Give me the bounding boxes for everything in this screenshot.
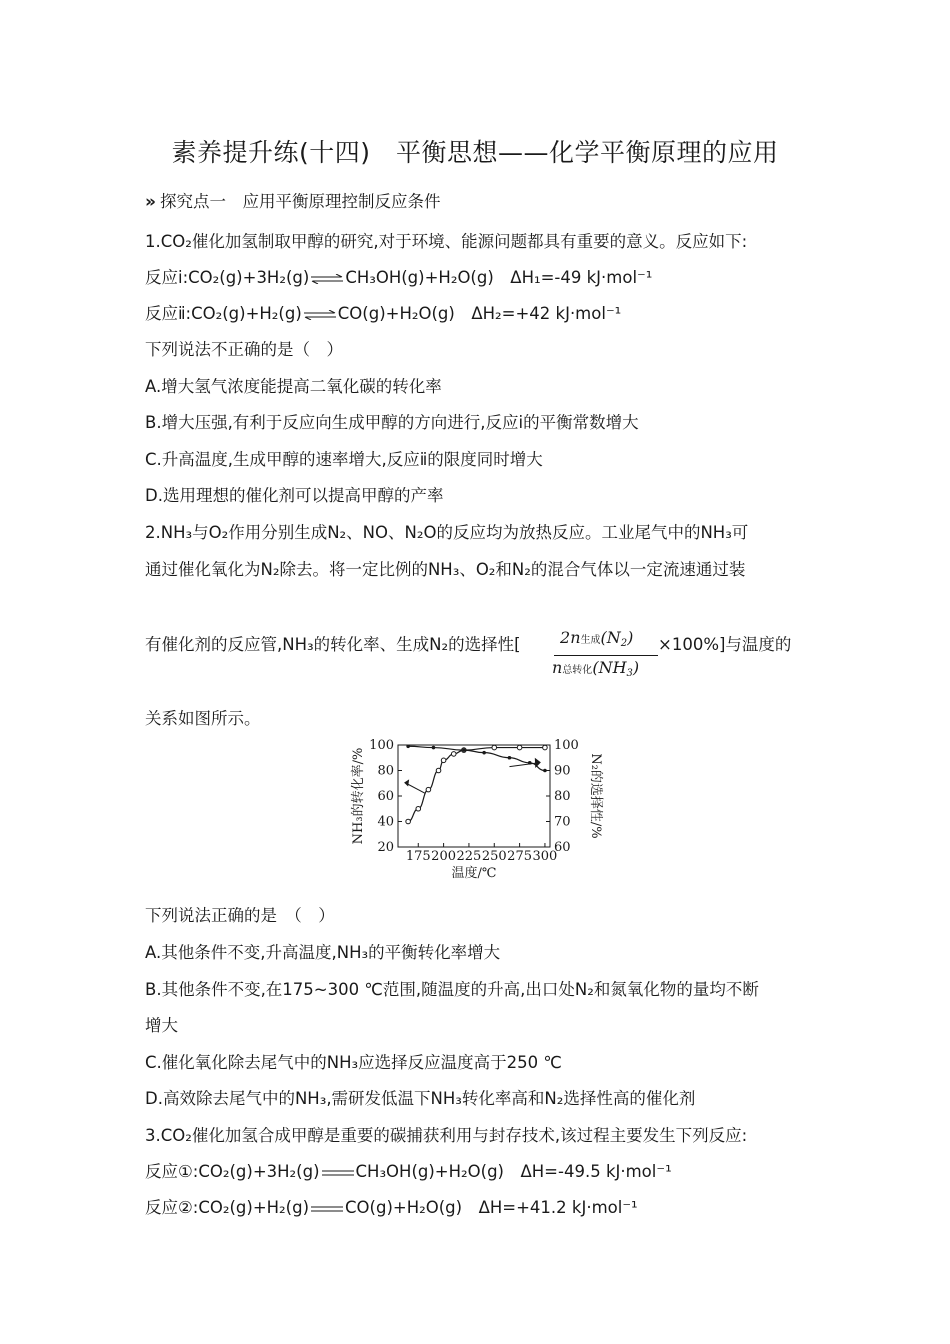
q2-option-d: D.高效除去尾气中的NH₃,需研发低温下NH₃转化率高和N₂选择性高的催化剂: [145, 1089, 696, 1108]
q2-stem-line-2: 通过催化氧化为N₂除去。将一定比例的NH₃、O₂和N₂的混合气体以一定流速通过装: [145, 560, 746, 579]
q1-r2-prefix: 反应ⅱ:CO₂(g)+H₂(g): [145, 304, 302, 323]
x-tick-label: 300: [532, 849, 558, 864]
data-point: [406, 744, 410, 748]
section-label: 探究点一 应用平衡原理控制反应条件: [159, 192, 441, 211]
q2-stem-line-3-prefix: 有催化剂的反应管,NH₃的转化率、生成N₂的选择性[: [145, 635, 521, 654]
q1-option-d: D.选用理想的催化剂可以提高甲醇的产率: [145, 486, 444, 505]
y-left-tick-label: 80: [377, 763, 394, 779]
fraction-bar: [554, 655, 658, 656]
series-line-2: [408, 746, 545, 770]
selectivity-fraction: [550, 628, 660, 680]
x-tick-label: 225: [456, 849, 482, 864]
data-point: [416, 806, 421, 811]
q1-r1-suffix: CH₃OH(g)+H₂O(g) ΔH₁=-49 kJ·mol⁻¹: [345, 268, 653, 287]
data-point: [508, 756, 512, 760]
q1-reaction-1: [145, 266, 652, 290]
y-right-tick-label: 80: [554, 789, 571, 804]
q3-r1-suffix: CH₃OH(g)+H₂O(g) ΔH=-49.5 kJ·mol⁻¹: [355, 1162, 672, 1181]
conversion-selectivity-chart: [340, 735, 610, 885]
data-point: [543, 769, 547, 773]
equals-arrow-icon: [321, 1168, 355, 1178]
y-left-tick-label: 100: [369, 738, 394, 753]
q1-option-b: B.增大压强,有利于反应向生成甲醇的方向进行,反应ⅰ的平衡常数增大: [145, 413, 639, 432]
q1-question: 下列说法不正确的是（ ）: [145, 340, 343, 359]
equals-arrow-icon: [310, 1204, 344, 1214]
page-title: 素养提升练(十四) 平衡思想——化学平衡原理的应用: [171, 138, 779, 167]
q2-option-a: A.其他条件不变,升高温度,NH₃的平衡转化率增大: [145, 943, 501, 962]
q1-r1-prefix: 反应ⅰ:CO₂(g)+3H₂(g): [145, 268, 310, 287]
q1-reaction-2: [145, 302, 621, 326]
q1-option-a: A.增大氢气浓度能提高二氧化碳的转化率: [145, 377, 442, 396]
chart-plot-group: [351, 738, 604, 881]
fraction-denominator: n总转化$(NH_3)$: [552, 658, 640, 679]
q2-option-b: B.其他条件不变,在175~300 ℃范围,随温度的升高,出口处N₂和氮氧化物的量均不断: [145, 980, 759, 999]
data-point: [482, 751, 486, 755]
plot-frame: [398, 745, 550, 847]
q3-r2-prefix: 反应②:CO₂(g)+H₂(g): [145, 1198, 310, 1217]
data-point: [451, 752, 456, 757]
x-tick-label: 275: [507, 849, 533, 864]
equilibrium-arrow-icon: [303, 310, 337, 320]
right-series-pointer: [509, 763, 537, 767]
left-pointer-arrowhead: [404, 779, 409, 786]
y-right-tick-label: 60: [554, 840, 571, 855]
x-tick-label: 200: [431, 849, 457, 864]
data-point: [406, 819, 411, 824]
q3-stem: 3.CO₂催化加氢合成甲醇是重要的碳捕获利用与封存技术,该过程主要发生下列反应:: [145, 1126, 748, 1145]
data-point: [492, 745, 497, 750]
q1-stem: 1.CO₂催化加氢制取甲醇的研究,对于环境、能源问题都具有重要的意义。反应如下:: [145, 232, 748, 251]
q2-stem-line-1: 2.NH₃与O₂作用分别生成N₂、NO、N₂O的反应均为放热反应。工业尾气中的NH₃可: [145, 523, 749, 542]
q2-option-c: C.催化氧化除去尾气中的NH₃应选择反应温度高于250 ℃: [145, 1053, 562, 1072]
q3-r2-suffix: CO(g)+H₂O(g) ΔH=+41.2 kJ·mol⁻¹: [345, 1198, 638, 1217]
y-right-tick-label: 100: [554, 738, 579, 753]
data-point: [462, 748, 466, 752]
y-right-tick-label: 90: [554, 763, 571, 779]
q1-option-c: C.升高温度,生成甲醇的速率增大,反应ⅱ的限度同时增大: [145, 450, 543, 469]
x-axis-label: 温度/℃: [451, 866, 497, 881]
x-tick-label: 250: [481, 849, 507, 864]
data-point: [426, 787, 431, 792]
q3-reaction-1: [145, 1160, 672, 1184]
q2-stem-line-3-suffix: ×100%]与温度的: [658, 635, 792, 654]
double-chevron-icon: »: [145, 192, 152, 212]
section-heading: [145, 190, 440, 214]
data-point: [436, 768, 441, 773]
equilibrium-arrow-icon: [310, 274, 344, 284]
left-series-pointer: [406, 783, 425, 793]
q2-option-b-cont: 增大: [145, 1016, 178, 1035]
data-point: [432, 746, 436, 750]
q3-reaction-2: [145, 1196, 638, 1220]
y-left-axis-label: NH₃的转化率/%: [351, 747, 366, 845]
q2-question: 下列说法正确的是 （ ）: [145, 906, 335, 925]
q1-r2-suffix: CO(g)+H₂O(g) ΔH₂=+42 kJ·mol⁻¹: [337, 304, 622, 323]
data-point: [517, 745, 522, 750]
data-point: [543, 745, 548, 750]
q2-stem-line-4: 关系如图所示。: [145, 709, 261, 728]
y-left-tick-label: 40: [377, 814, 394, 830]
x-tick-label: 175: [405, 849, 431, 864]
data-point: [441, 758, 446, 763]
y-right-tick-label: 70: [554, 814, 571, 830]
series-line-1: [408, 748, 545, 822]
y-right-axis-label: N₂的选择性/%: [588, 753, 603, 839]
y-left-tick-label: 20: [377, 840, 394, 855]
q3-r1-prefix: 反应①:CO₂(g)+3H₂(g): [145, 1162, 320, 1181]
y-left-tick-label: 60: [377, 789, 394, 804]
fraction-numerator: 2n生成$(N_2)$: [560, 628, 634, 649]
